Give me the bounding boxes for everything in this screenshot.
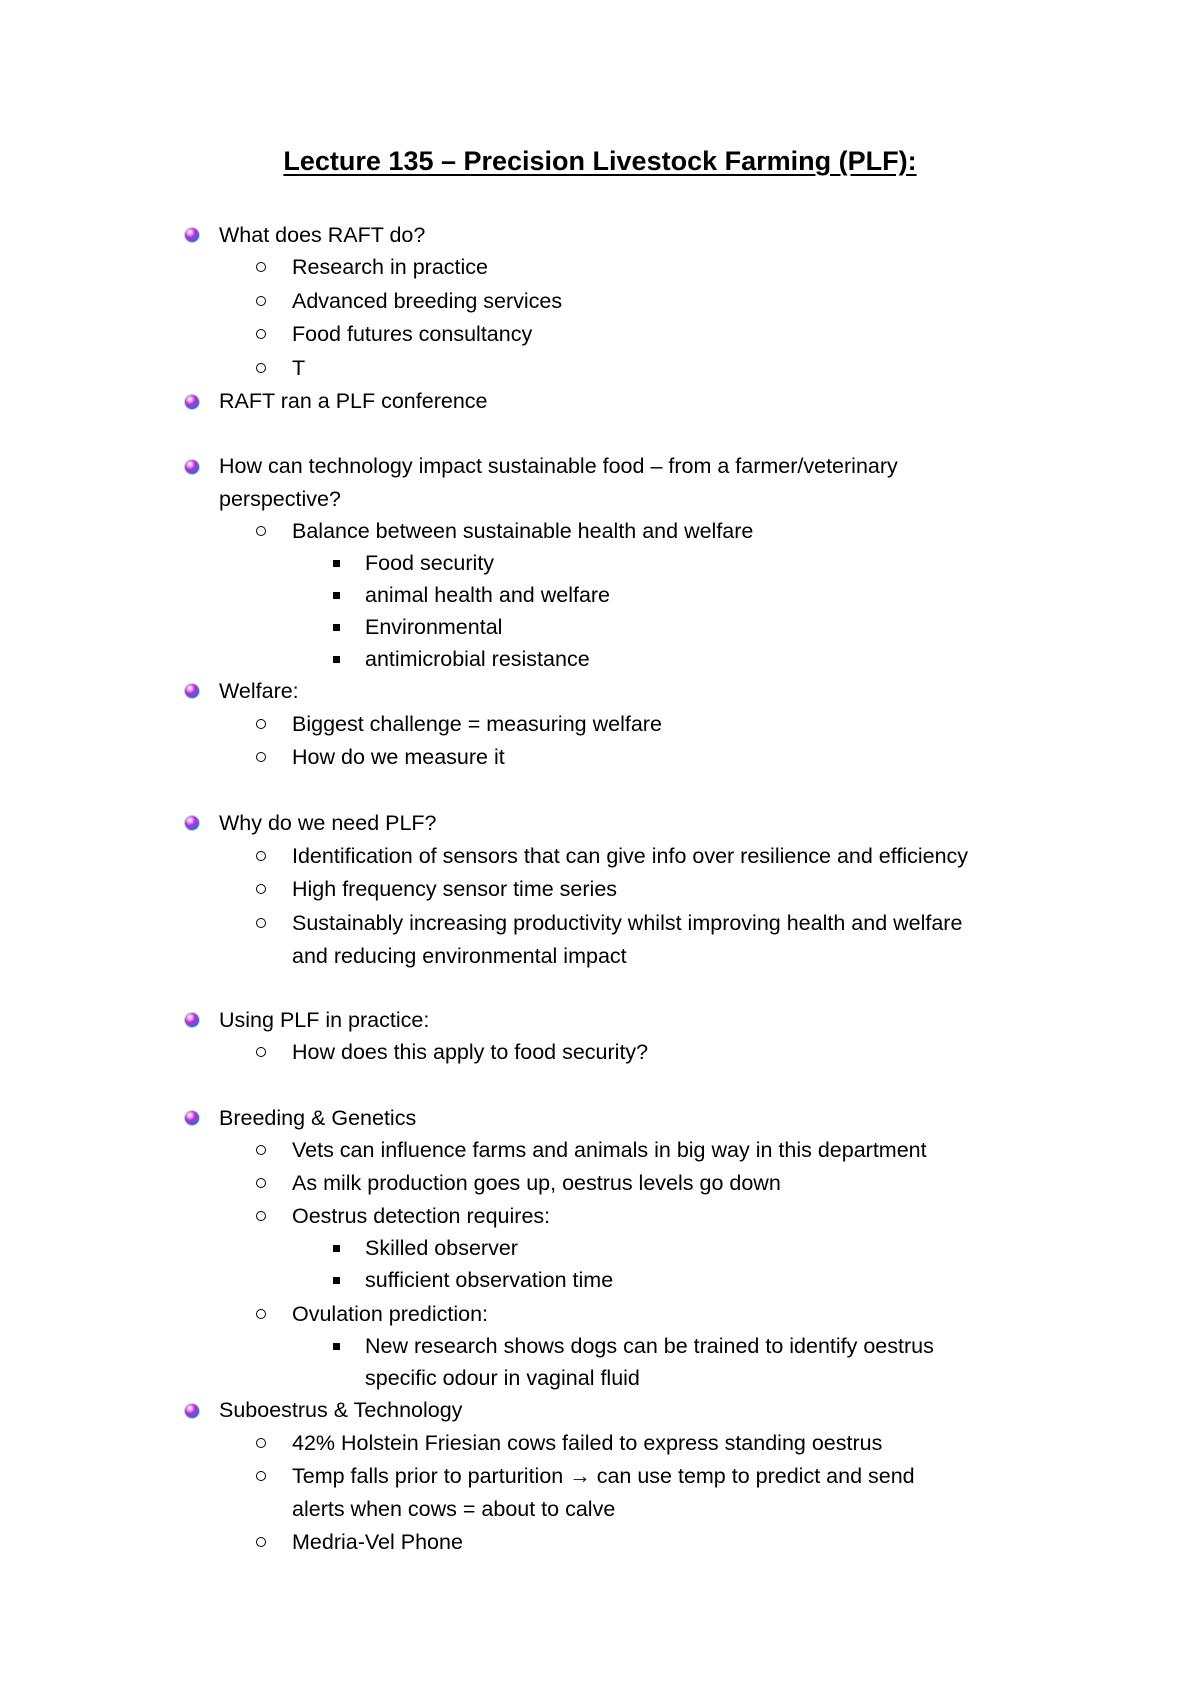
bullet-sphere-icon	[185, 1111, 199, 1125]
list-item-level3: New research shows dogs can be trained to identify oestrus	[365, 1334, 934, 1358]
bullet-sphere-icon	[185, 395, 199, 409]
bullet-circle-icon	[256, 1178, 266, 1188]
bullet-circle-icon	[256, 1047, 266, 1057]
bullet-circle-icon	[256, 752, 266, 762]
list-item-level2: As milk production goes up, oestrus levels go down	[292, 1171, 781, 1195]
list-item-level3: Skilled observer	[365, 1236, 518, 1260]
list-item-level2: Sustainably increasing productivity whilst improving health and welfare	[292, 911, 963, 935]
bullet-sphere-icon	[185, 1013, 199, 1027]
list-item-level1: Welfare:	[219, 679, 299, 703]
list-item-level2: Food futures consultancy	[292, 322, 533, 346]
list-item-level1: Why do we need PLF?	[219, 811, 437, 835]
bullet-circle-icon	[256, 329, 266, 339]
list-item-level3: animal health and welfare	[365, 583, 611, 607]
bullet-square-icon	[333, 624, 340, 631]
bullet-sphere-icon	[185, 816, 199, 830]
bullet-circle-icon	[256, 363, 266, 373]
list-item-level2: How does this apply to food security?	[292, 1040, 649, 1064]
bullet-square-icon	[333, 656, 340, 663]
list-item-level1: How can technology impact sustainable food – from a farmer/veterinary	[219, 454, 898, 478]
list-item-level1: RAFT ran a PLF conference	[219, 389, 488, 413]
list-item-level3: sufficient observation time	[365, 1268, 614, 1292]
bullet-circle-icon	[256, 1145, 266, 1155]
list-item-level2: Balance between sustainable health and welfare	[292, 519, 754, 543]
list-item-level3: Food security	[365, 551, 495, 575]
bullet-square-icon	[333, 592, 340, 599]
list-item-level2: Oestrus detection requires:	[292, 1204, 551, 1228]
bullet-square-icon	[333, 1277, 340, 1284]
list-item-level2: Research in practice	[292, 255, 488, 279]
bullet-square-icon	[333, 1245, 340, 1252]
list-item-level2: T	[292, 356, 306, 380]
bullet-circle-icon	[256, 1211, 266, 1221]
list-item-level2: Medria-Vel Phone	[292, 1530, 463, 1554]
bullet-square-icon	[333, 560, 340, 567]
list-item-continuation: specific odour in vaginal fluid	[365, 1366, 640, 1390]
bullet-sphere-icon	[185, 684, 199, 698]
list-item-level1: Using PLF in practice:	[219, 1008, 430, 1032]
bullet-circle-icon	[256, 719, 266, 729]
bullet-circle-icon	[256, 1537, 266, 1547]
bullet-circle-icon	[256, 851, 266, 861]
list-item-level1: Breeding & Genetics	[219, 1106, 417, 1130]
bullet-circle-icon	[256, 918, 266, 928]
list-item-level2: High frequency sensor time series	[292, 877, 618, 901]
page-title: Lecture 135 – Precision Livestock Farming (PLF):	[283, 146, 917, 176]
list-item-continuation: perspective?	[219, 487, 341, 511]
list-item-level2: Identification of sensors that can give info over resilience and efficiency	[292, 844, 969, 868]
bullet-sphere-icon	[185, 460, 199, 474]
list-item-level2: Advanced breeding services	[292, 289, 563, 313]
list-item-level2: Temp falls prior to parturition → can use temp to predict and send	[292, 1464, 915, 1488]
bullet-circle-icon	[256, 262, 266, 272]
list-item-level2: Vets can influence farms and animals in big way in this department	[292, 1138, 927, 1162]
list-item-level2: 42% Holstein Friesian cows failed to express standing oestrus	[292, 1431, 883, 1455]
bullet-circle-icon	[256, 1471, 266, 1481]
list-item-level1: What does RAFT do?	[219, 223, 426, 247]
bullet-sphere-icon	[185, 1404, 199, 1418]
list-item-level1: Suboestrus & Technology	[219, 1398, 463, 1422]
bullet-sphere-icon	[185, 228, 199, 242]
list-item-level2: How do we measure it	[292, 745, 505, 769]
list-item-level3: Environmental	[365, 615, 503, 639]
bullet-circle-icon	[256, 296, 266, 306]
bullet-circle-icon	[256, 884, 266, 894]
bullet-circle-icon	[256, 1438, 266, 1448]
list-item-level2: Biggest challenge = measuring welfare	[292, 712, 662, 736]
bullet-circle-icon	[256, 1309, 266, 1319]
list-item-continuation: alerts when cows = about to calve	[292, 1497, 616, 1521]
bullet-circle-icon	[256, 526, 266, 536]
list-item-level2: Ovulation prediction:	[292, 1302, 488, 1326]
list-item-level3: antimicrobial resistance	[365, 647, 590, 671]
bullet-square-icon	[333, 1343, 340, 1350]
list-item-continuation: and reducing environmental impact	[292, 944, 627, 968]
